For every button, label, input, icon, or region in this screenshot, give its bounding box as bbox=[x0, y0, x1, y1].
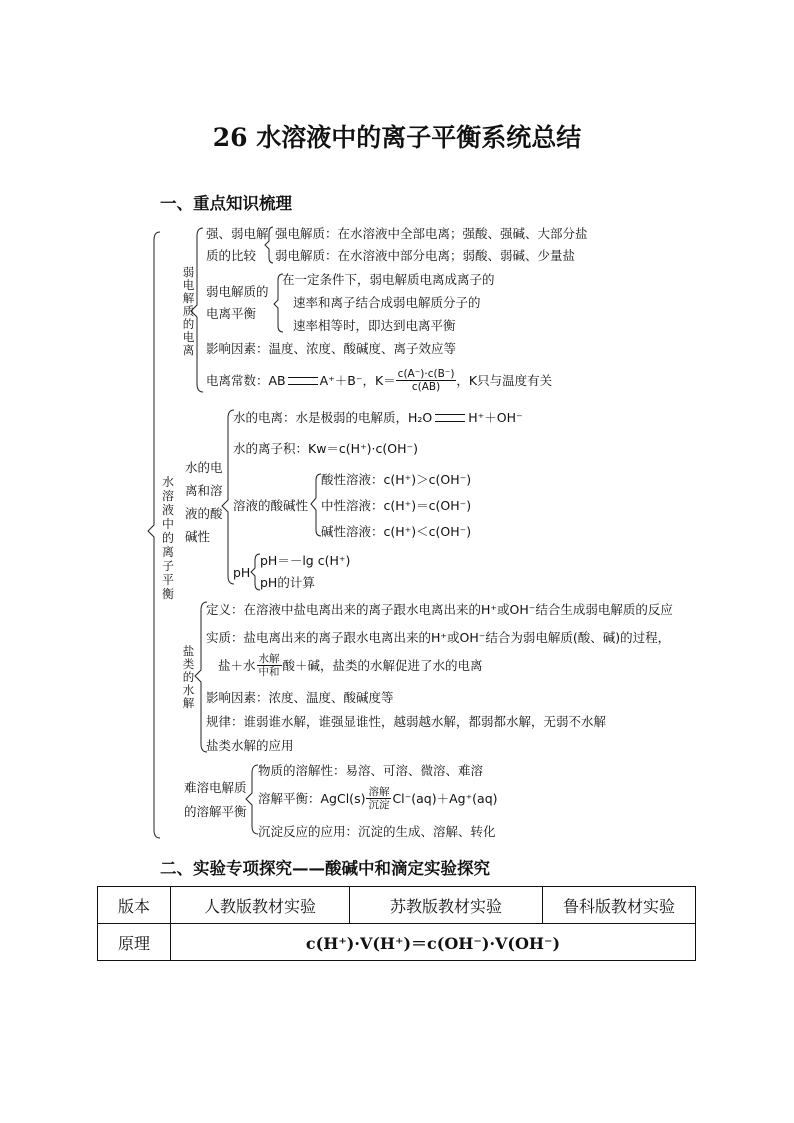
ionization-eq-desc-2: 速率和离子结合成弱电解质分子的 bbox=[293, 295, 481, 310]
k-mid: A⁺＋B⁻，K＝ bbox=[319, 372, 396, 388]
hydrolysis-eq-suffix: 酸＋碱，盐类的水解促进了水的电离 bbox=[282, 657, 483, 673]
neutral-solution: 中性溶液：c(H⁺)＝c(OH⁻) bbox=[321, 498, 472, 513]
table-row bbox=[98, 924, 696, 961]
ph-calculation: pH的计算 bbox=[260, 575, 315, 590]
acidic-solution: 酸性溶液：c(H⁺)＞c(OH⁻) bbox=[321, 472, 472, 487]
dissolution-label-line1: 难溶电解质 bbox=[184, 780, 247, 795]
equilibrium-arrow-icon bbox=[435, 414, 465, 422]
strong-electrolyte-text: 强电解质：在水溶液中全部电离；强酸、强碱、大部分盐 bbox=[275, 226, 588, 241]
ph-label: pH bbox=[233, 565, 251, 580]
dissolution-eq-suffix: Cl⁻(aq)＋Ag⁺(aq) bbox=[392, 790, 498, 806]
dissolution-label-line2: 的溶解平衡 bbox=[184, 804, 247, 819]
table-row-label: 原理 bbox=[98, 924, 171, 961]
water-ionization-row bbox=[233, 410, 523, 426]
hydrolysis-equation-row bbox=[218, 653, 483, 678]
hydrolysis-application: 盐类水解的应用 bbox=[206, 738, 294, 753]
ionization-eq-desc-1: 在一定条件下，弱电解质电离成离子的 bbox=[282, 272, 495, 287]
water-ion-product: 水的离子积：Kw＝c(H⁺)·c(OH⁻) bbox=[233, 441, 418, 456]
water-group-label-1: 水的电 bbox=[185, 460, 223, 475]
table-header-cell: 人教版教材实验 bbox=[171, 887, 350, 924]
dissolution-arrow-bottom: 沉淀 bbox=[368, 799, 390, 811]
precipitation-application: 沉淀反应的应用：沉淀的生成、溶解、转化 bbox=[258, 824, 496, 839]
solubility-text: 物质的溶解性：易溶、可溶、微溶、难溶 bbox=[258, 763, 484, 778]
ionization-eq-label-line1: 弱电解质的 bbox=[206, 284, 269, 299]
equilibrium-arrow-icon bbox=[288, 377, 318, 385]
principle-formula: c(H⁺)·V(H⁺)＝c(OH⁻)·V(OH⁻) bbox=[171, 924, 696, 961]
hydrolysis-eq-prefix: 盐＋水 bbox=[218, 657, 256, 673]
ionization-eq-desc-3: 速率相等时，即达到电离平衡 bbox=[293, 318, 456, 333]
section-heading-1: 一、重点知识梳理 bbox=[160, 194, 292, 213]
water-group-label-4: 碱性 bbox=[185, 529, 211, 544]
dissolution-eq-prefix: 溶解平衡：AgCl(s) bbox=[258, 790, 366, 806]
table-header-cell: 鲁科版教材实验 bbox=[543, 887, 696, 924]
group-label-weak-electrolyte: 弱电解质的电离 bbox=[182, 265, 195, 357]
basic-solution: 碱性溶液：c(H⁺)＜c(OH⁻) bbox=[321, 524, 472, 539]
table-header-cell: 苏教版教材实验 bbox=[350, 887, 543, 924]
hydrolysis-definition: 定义：在溶液中盐电离出来的离子跟水电离出来的H⁺或OH⁻结合生成弱电解质的反应 bbox=[206, 602, 673, 617]
hydrolysis-arrow bbox=[257, 653, 282, 678]
ionization-eq-label-line2: 电离平衡 bbox=[206, 306, 257, 321]
k-denominator: c(AB) bbox=[411, 381, 441, 393]
section-heading-2: 二、实验专项探究——酸碱中和滴定实验探究 bbox=[160, 859, 490, 878]
hydrolysis-rule: 规律：谁弱谁水解，谁强显谁性，越弱越水解，都弱都水解，无弱不水解 bbox=[206, 714, 607, 729]
water-group-label-2: 离和溶 bbox=[185, 483, 223, 498]
compare-label-line2: 质的比较 bbox=[206, 248, 257, 263]
weak-electrolyte-text: 弱电解质：在水溶液中部分电离；弱酸、弱碱、少量盐 bbox=[275, 248, 576, 263]
table-header-row bbox=[98, 887, 696, 924]
hydrolysis-factors: 影响因素：浓度、温度、酸碱度等 bbox=[206, 690, 394, 705]
page-title: 26 水溶液中的离子平衡系统总结 bbox=[212, 123, 582, 152]
k-fraction bbox=[396, 368, 457, 393]
compare-label-line1: 强、弱电解 bbox=[206, 226, 269, 241]
water-ion-prefix: 水的电离：水是极弱的电解质，H₂O bbox=[233, 410, 433, 425]
water-ion-suffix: H⁺＋OH⁻ bbox=[468, 410, 523, 425]
dissolution-arrow bbox=[366, 786, 391, 811]
hydrolysis-arrow-bottom: 中和 bbox=[258, 666, 280, 678]
k-suffix: ，K只与温度有关 bbox=[456, 372, 553, 388]
hydrolysis-essence: 实质：盐电离出来的离子跟水电离出来的H⁺或OH⁻结合为弱电解质(酸、碱)的过程， bbox=[206, 630, 671, 645]
ph-definition: pH＝－lg c(H⁺) bbox=[260, 553, 351, 568]
ionization-constant-row bbox=[206, 368, 552, 393]
water-group-label-3: 液的酸 bbox=[185, 506, 223, 521]
tree-root-label: 水溶液中的离子平衡 bbox=[161, 475, 174, 601]
experiment-table bbox=[97, 886, 696, 961]
hydrolysis-arrow-top: 水解 bbox=[258, 653, 280, 665]
dissolution-equation-row bbox=[258, 786, 498, 811]
k-prefix: 电离常数：AB bbox=[206, 372, 286, 388]
acid-base-label: 溶液的酸碱性 bbox=[233, 498, 309, 513]
k-numerator: c(A⁻)·c(B⁻) bbox=[397, 368, 455, 380]
group-label-salt-hydrolysis: 盐类的水解 bbox=[182, 644, 195, 710]
ionization-factors: 影响因素：温度、浓度、酸碱度、离子效应等 bbox=[206, 341, 457, 356]
table-header-cell: 版本 bbox=[98, 887, 171, 924]
dissolution-arrow-top: 溶解 bbox=[368, 786, 390, 798]
